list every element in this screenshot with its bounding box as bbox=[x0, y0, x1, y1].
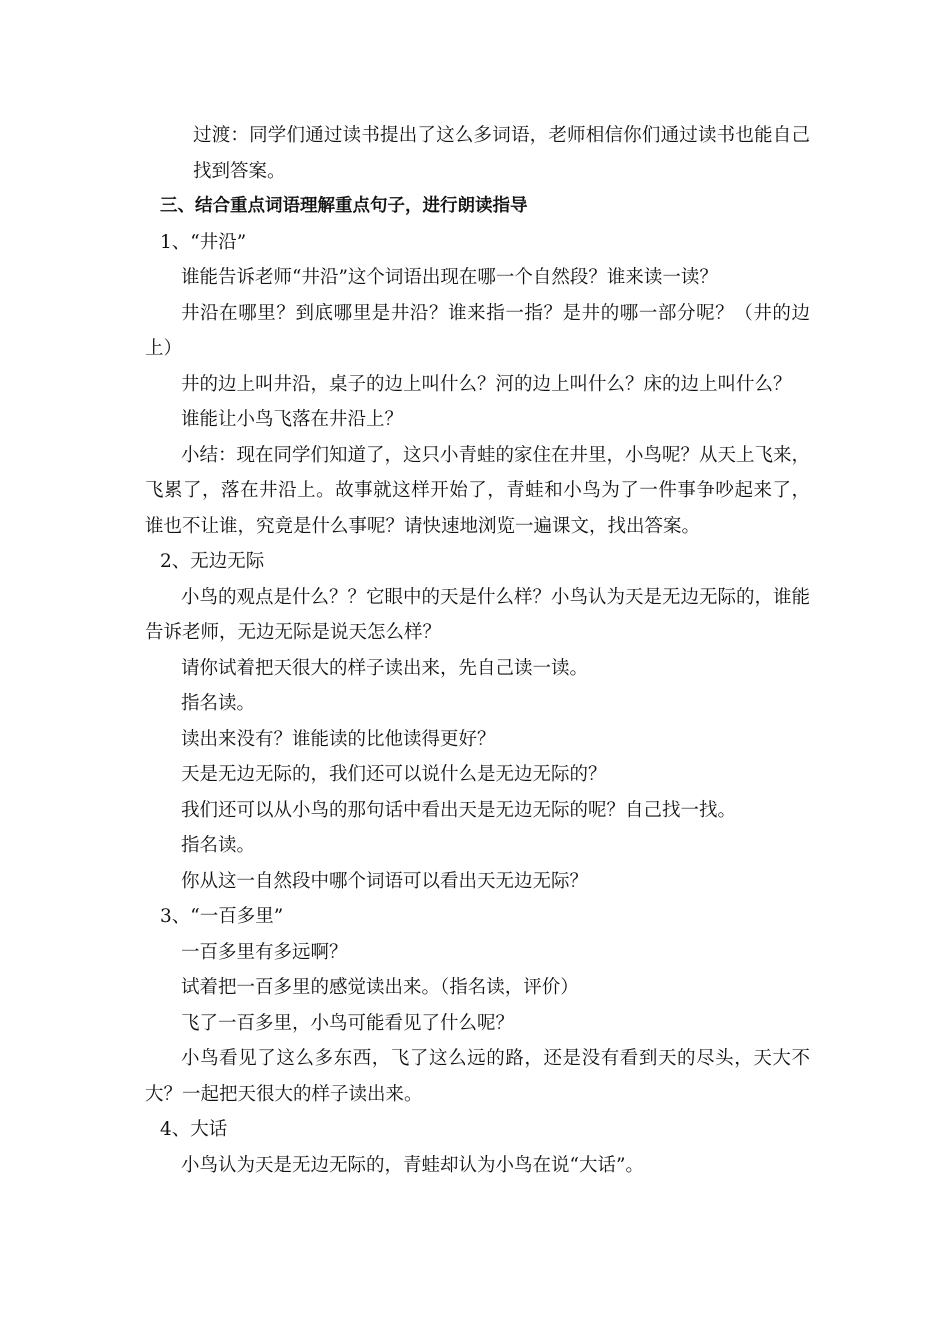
subsection-title-3: 3、“一百多里” bbox=[160, 906, 284, 927]
paragraph: 井的边上叫井沿，桌子的边上叫什么？河的边上叫什么？床的边上叫什么？ bbox=[181, 373, 792, 395]
subsection-title-2: 2、无边无际 bbox=[160, 551, 265, 572]
paragraph: 我们还可以从小鸟的那句话中看出天是无边无际的呢？自己找一找。 bbox=[181, 799, 737, 821]
paragraph: 指名读。 bbox=[181, 835, 256, 856]
paragraph: 小鸟认为天是无边无际的，青蛙却认为小鸟在说“大话”。 bbox=[181, 1154, 644, 1176]
paragraph: 你从这一自然段中哪个词语可以看出天无边无际？ bbox=[181, 870, 589, 892]
transition-paragraph: 过渡：同学们通过读书提出了这么多词语，老师相信你们通过读书也能自己找到答案。 bbox=[193, 125, 810, 182]
summary-paragraph: 小结：现在同学们知道了，这只小青蛙的家住在井里，小鸟呢？从天上飞来，飞累了，落在井沿上。故事就这样开始了，青蛙和小鸟为了一件事争吵起来了，谁也不让谁，究竟是什么事呢？请快速地浏览一遍课文，找出答案。 bbox=[145, 444, 811, 537]
paragraph: 读出来没有？谁能读的比他读得更好？ bbox=[181, 728, 496, 750]
paragraph: 请你试着把天很大的样子读出来，先自己读一读。 bbox=[181, 657, 589, 679]
paragraph: 小鸟的观点是什么？？它眼中的天是什么样？小鸟认为天是无边无际的，谁能告诉老师，无边无际是说天怎么样？ bbox=[145, 586, 811, 643]
paragraph: 谁能告诉老师“井沿”这个词语出现在哪一个自然段？谁来读一读？ bbox=[181, 267, 718, 288]
paragraph: 指名读。 bbox=[181, 693, 256, 714]
paragraph: 小鸟看见了这么多东西，飞了这么远的路，还是没有看到天的尽头，天大不大？一起把天很大的样子读出来。 bbox=[145, 1048, 810, 1105]
paragraph: 井沿在哪里？到底哪里是井沿？谁来指一指？是井的哪一部分呢？（井的边上） bbox=[145, 302, 810, 359]
subsection-title-1: 1、“井沿” bbox=[160, 231, 247, 253]
section-heading: 三、结合重点词语理解重点句子，进行朗读指导 bbox=[160, 196, 528, 216]
paragraph: 谁能让小鸟飞落在井沿上？ bbox=[181, 409, 404, 430]
subsection-title-4: 4、大话 bbox=[160, 1119, 228, 1140]
paragraph: 试着把一百多里的感觉读出来。（指名读，评价） bbox=[181, 977, 579, 998]
paragraph: 天是无边无际的，我们还可以说什么是无边无际的？ bbox=[181, 764, 607, 785]
document-body bbox=[145, 118, 810, 1183]
paragraph: 一百多里有多远啊？ bbox=[181, 941, 348, 963]
paragraph: 飞了一百多里，小鸟可能看见了什么呢？ bbox=[181, 1012, 515, 1034]
